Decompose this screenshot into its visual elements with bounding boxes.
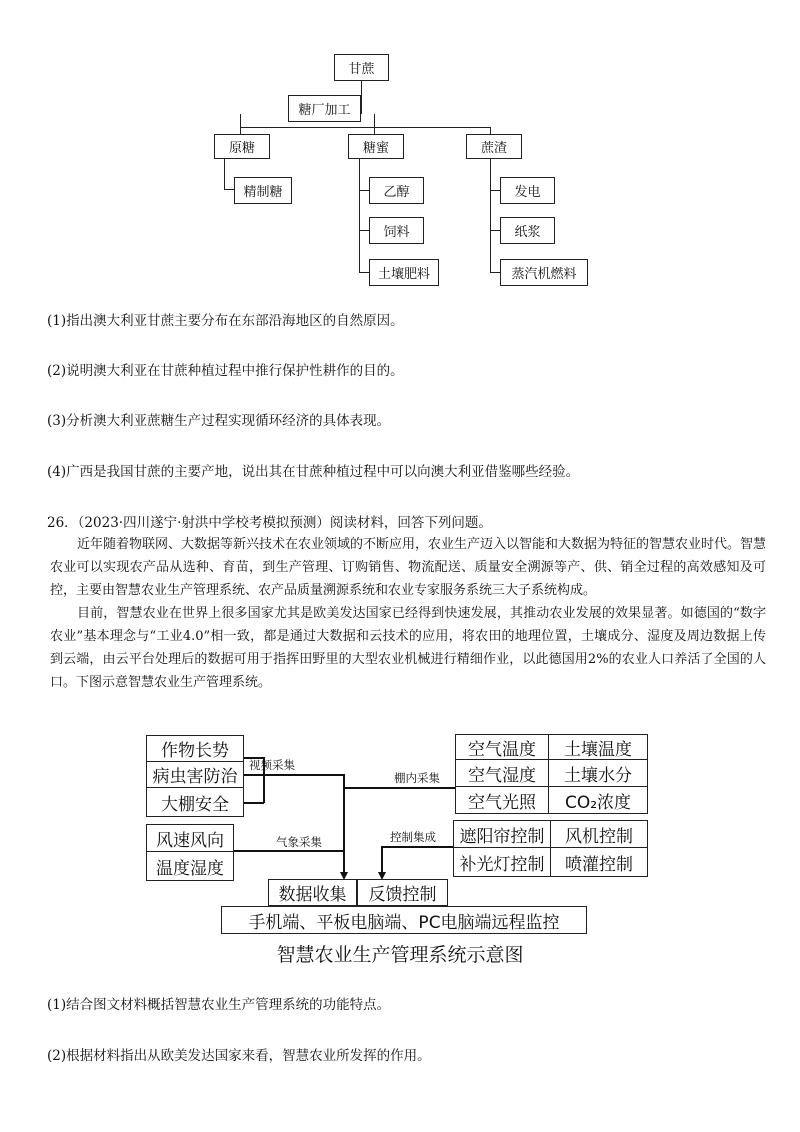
label-control-integration: 控制集成 <box>390 830 436 844</box>
node-boiler-fuel: 蒸汽机燃料 <box>500 259 588 286</box>
box-irrigation-control: 喷灌控制 <box>550 847 648 877</box>
node-refined-sugar: 精制糖 <box>234 177 292 204</box>
box-crop-growth: 作物长势 <box>146 735 244 762</box>
material-text <box>50 533 766 694</box>
question-26-2: (2)根据材料指出从欧美发达国家来看，智慧农业所发挥的作用。 <box>47 1048 431 1064</box>
question-25-1: (1)指出澳大利亚甘蔗主要分布在东部沿海地区的自然原因。 <box>47 313 404 329</box>
box-data-collection: 数据收集 <box>268 879 357 906</box>
question-25-4: (4)广西是我国甘蔗的主要产地，说出其在甘蔗种植过程中可以向澳大利亚借鉴哪些经验。 <box>47 464 580 480</box>
question-25-2: (2)说明澳大利亚在甘蔗种植过程中推行保护性耕作的目的。 <box>47 363 404 379</box>
box-air-light: 空气光照 <box>455 786 549 814</box>
box-shade-control: 遮阳帘控制 <box>453 820 551 848</box>
box-pest-control: 病虫害防治 <box>146 761 244 788</box>
node-bagasse: 蔗渣 <box>466 134 522 159</box>
node-molasses: 糖蜜 <box>348 134 404 159</box>
box-soil-moisture: 土壤水分 <box>548 759 648 787</box>
node-sugar-mill: 糖厂加工 <box>288 95 361 122</box>
label-greenhouse-collection: 棚内采集 <box>394 771 440 785</box>
question-26-header: 26．（2023·四川遂宁·射洪中学校考模拟预测）阅读材料，回答下列问题。 <box>47 515 492 531</box>
question-25-3: (3)分析澳大利亚蔗糖生产过程实现循环经济的具体表现。 <box>47 413 391 429</box>
question-26-1: (1)结合图文材料概括智慧农业生产管理系统的功能特点。 <box>47 997 391 1013</box>
box-air-humidity: 空气湿度 <box>455 759 549 787</box>
node-ethanol: 乙醇 <box>369 177 424 204</box>
node-soil-fertilizer: 土壤肥料 <box>369 259 439 286</box>
box-wind: 风速风向 <box>146 824 234 852</box>
box-remote-monitoring: 手机端、平板电脑端、PC电脑端远程监控 <box>221 906 587 934</box>
node-raw-sugar: 原糖 <box>214 134 270 159</box>
label-weather-collection: 气象采集 <box>276 835 322 849</box>
material-paragraph-2: 目前，智慧农业在世界上很多国家尤其是欧美发达国家已经得到快速发展，其推动农业发展的效果显著。如德国的“数字农业”基本理念与“工业4.0”相一致，都是通过大数据和云技术的应用，将农田的地理位置，土壤成分、湿度及周边数据上传到云端，由云平台处理后的数据可用于指挥田野里的大型农业机械进行精细作业，以此德国用2%的农业人口养活了全国的人口。下图示意智慧农业生产管理系统。 <box>50 606 766 690</box>
box-air-temperature: 空气温度 <box>455 734 549 760</box>
box-light-control: 补光灯控制 <box>453 847 551 877</box>
material-paragraph-1: 近年随着物联网、大数据等新兴技术在农业领域的不断应用，农业生产迈入以智能和大数据为特征的智慧农业时代。智慧农业可以实现农产品从选种、育苗，到生产管理、订购销售、物流配送、质量安全溯源等产、供、销全过程的高效感知及可控，主要由智慧农业生产管理系统、农产品质量溯源系统和农业专家服务系统三大子系统构成。 <box>50 537 767 598</box>
label-video-collection: 视频采集 <box>249 758 295 772</box>
box-feedback-control: 反馈控制 <box>357 879 448 906</box>
box-co2-concentration: CO₂浓度 <box>548 786 648 814</box>
box-greenhouse-safety: 大棚安全 <box>146 787 244 817</box>
box-soil-temperature: 土壤温度 <box>548 734 648 760</box>
box-fan-control: 风机控制 <box>550 820 648 848</box>
node-feed: 饲料 <box>369 217 424 244</box>
node-power: 发电 <box>500 177 555 204</box>
node-sugarcane: 甘蔗 <box>334 54 389 81</box>
node-pulp: 纸浆 <box>500 217 555 244</box>
diagram-caption: 智慧农业生产管理系统示意图 <box>276 944 524 966</box>
box-temp-humidity: 温度湿度 <box>146 851 234 881</box>
